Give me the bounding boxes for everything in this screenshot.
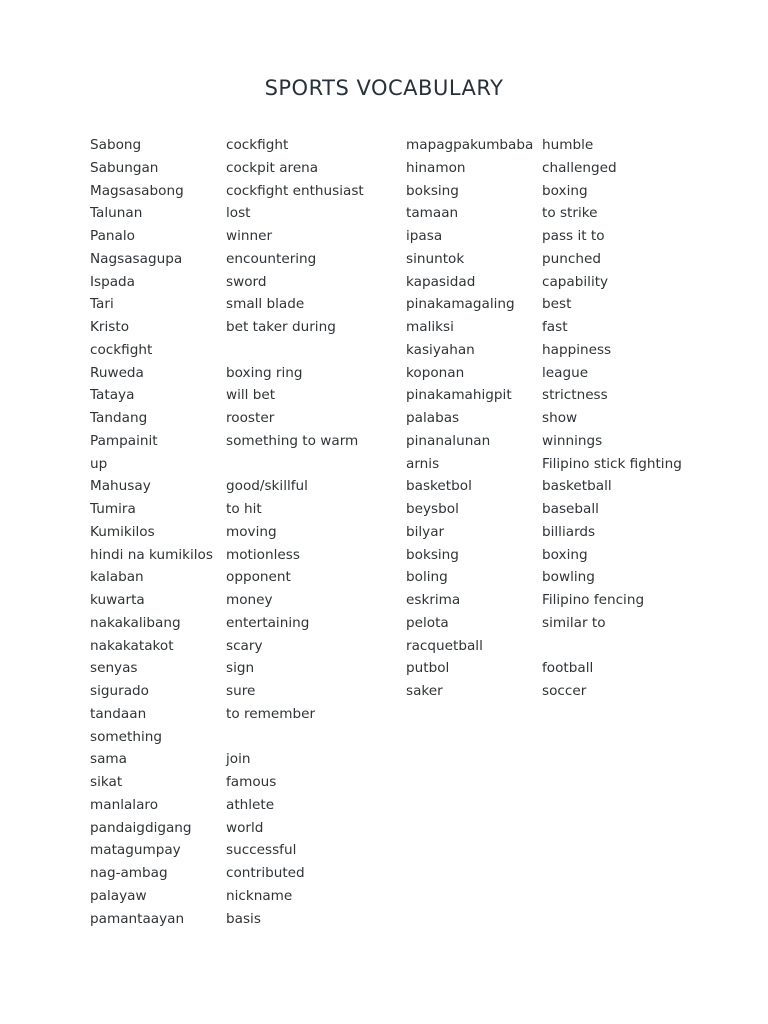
vocab-meaning: challenged [542, 159, 617, 176]
vocab-term: Kumikilos [90, 523, 155, 540]
vocab-meaning: athlete [226, 796, 275, 813]
vocab-term: senyas [90, 660, 138, 677]
vocab-term: matagumpay [90, 842, 181, 859]
vocab-term: racquetball [406, 637, 483, 654]
vocab-term: pinakamagaling [406, 296, 515, 313]
vocab-meaning: cockfight [226, 137, 289, 153]
vocab-term: Sabong [90, 137, 142, 153]
vocab-term: bilyar [406, 523, 445, 540]
vocab-term: Tumira [90, 501, 136, 517]
vocab-term: pelota [406, 614, 449, 631]
vocab-term: beysbol [406, 501, 459, 517]
vocab-meaning: rooster [226, 410, 275, 426]
vocab-meaning: bet taker during [226, 319, 336, 335]
vocab-term: sinuntok [406, 250, 465, 267]
vocab-term: pamantaayan [90, 910, 185, 927]
vocab-meaning: football [542, 660, 594, 677]
vocab-term: Kristo [90, 319, 130, 335]
vocab-meaning: small blade [226, 296, 305, 313]
vocab-meaning: good/skillful [226, 478, 308, 495]
vocab-term: arnis [406, 455, 440, 472]
vocab-term: hindi na kumikilos [90, 546, 213, 563]
vocab-meaning: best [542, 296, 572, 313]
vocab-meaning [226, 726, 364, 749]
vocab-meaning: boxing ring [226, 364, 303, 381]
vocab-meaning: cockpit arena [226, 159, 319, 176]
vocab-meaning: boxing [542, 546, 588, 563]
vocab-meaning: league [542, 364, 589, 381]
vocab-meaning: baseball [542, 501, 599, 517]
vocab-meaning: join [226, 751, 251, 768]
vocab-term: kuwarta [90, 592, 145, 608]
vocab-term: sama [90, 751, 127, 768]
vocab-term: Ruweda [90, 364, 144, 381]
vocab-meaning: show [542, 410, 578, 426]
vocab-term: pinanalunan [406, 432, 491, 449]
vocab-meaning: will bet [226, 387, 276, 404]
vocab-meaning: happiness [542, 341, 612, 358]
vocab-term: tamaan [406, 205, 459, 222]
vocab-meaning: lost [226, 205, 251, 222]
vocab-term: nakakalibang [90, 614, 181, 631]
vocab-meaning: pass it to [542, 228, 605, 244]
vocab-term: Pampainit [90, 432, 158, 449]
vocab-meaning: billiards [542, 523, 596, 540]
vocab-term: basketbol [406, 478, 472, 495]
vocab-meaning: something to warm [226, 432, 359, 449]
vocab-meaning: basis [226, 910, 261, 927]
vocab-meaning: punched [542, 250, 601, 267]
vocab-term: palabas [406, 410, 460, 426]
vocab-term: kalaban [90, 569, 144, 586]
vocab-meaning: scary [226, 637, 263, 654]
vocab-term: boling [406, 569, 448, 586]
vocab-term: Talunan [90, 205, 143, 222]
vocab-term: pandaigdigang [90, 819, 192, 836]
vocab-meaning [542, 635, 682, 658]
vocab-term: Tandang [90, 410, 148, 426]
left-terms-column [90, 134, 213, 930]
left-meanings-column [226, 134, 364, 930]
vocab-term: Magsasabong [90, 182, 184, 199]
vocab-term: hinamon [406, 159, 466, 176]
vocab-meaning: to remember [226, 705, 316, 722]
vocab-term: putbol [406, 660, 450, 677]
vocab-meaning: contributed [226, 865, 305, 881]
vocab-meaning: soccer [542, 683, 587, 699]
vocab-meaning: cockfight enthusiast [226, 182, 364, 199]
right-meanings-column [542, 134, 682, 703]
vocab-meaning: entertaining [226, 614, 310, 631]
vocab-meaning: winnings [542, 432, 603, 449]
vocab-meaning: to strike [542, 205, 598, 222]
vocab-term: nag-ambag [90, 865, 168, 881]
vocab-meaning: sure [226, 683, 256, 699]
vocab-term: nakakatakot [90, 637, 174, 654]
vocab-term: Nagsasagupa [90, 250, 183, 267]
page-title: SPORTS VOCABULARY [264, 76, 504, 100]
vocab-meaning: sword [226, 273, 267, 290]
vocab-meaning: basketball [542, 478, 612, 495]
vocab-meaning: sign [226, 660, 255, 677]
vocab-meaning: money [226, 592, 273, 608]
vocab-meaning: fast [542, 319, 568, 335]
vocab-term: Mahusay [90, 478, 151, 495]
vocab-term: mapagpakumbaba [406, 137, 534, 153]
vocab-meaning: moving [226, 523, 277, 540]
vocab-meaning: capability [542, 273, 609, 290]
vocab-meaning: motionless [226, 546, 300, 563]
vocab-meaning: similar to [542, 614, 606, 631]
vocab-term: sigurado [90, 683, 149, 699]
vocab-meaning [226, 339, 364, 362]
vocab-term: kasiyahan [406, 341, 475, 358]
vocab-meaning: winner [226, 228, 273, 244]
vocab-meaning: nickname [226, 887, 293, 904]
vocab-meaning: famous [226, 774, 277, 790]
vocab-meaning: boxing [542, 182, 588, 199]
vocab-term: maliksi [406, 319, 454, 335]
vocab-meaning: successful [226, 842, 297, 859]
vocab-meaning: encountering [226, 250, 317, 267]
vocab-term: manlalaro [90, 796, 159, 813]
vocab-term: koponan [406, 364, 465, 381]
vocab-term: pinakamahigpit [406, 387, 512, 404]
vocab-term: something [90, 728, 162, 745]
vocab-meaning: bowling [542, 569, 595, 586]
vocab-term: eskrima [406, 592, 461, 608]
vocab-meaning: world [226, 819, 264, 836]
right-terms-column [406, 134, 533, 703]
vocab-term: Tataya [90, 387, 135, 404]
vocab-meaning [226, 453, 364, 476]
vocab-term: cockfight [90, 341, 153, 358]
vocab-term: sikat [90, 774, 123, 790]
vocab-term: Panalo [90, 228, 135, 244]
vocab-term: saker [406, 683, 443, 699]
vocab-term: Tari [90, 296, 114, 313]
vocab-term: palayaw [90, 887, 147, 904]
vocab-term: boksing [406, 546, 459, 563]
vocab-meaning: Filipino fencing [542, 592, 645, 608]
vocab-meaning: opponent [226, 569, 291, 586]
vocab-term: tandaan [90, 705, 147, 722]
vocab-term: ipasa [406, 228, 443, 244]
vocab-meaning: strictness [542, 387, 608, 404]
vocab-term: Ispada [90, 273, 136, 290]
vocab-meaning: to hit [226, 501, 262, 517]
vocab-meaning: Filipino stick fighting [542, 455, 682, 472]
vocab-term: Sabungan [90, 159, 159, 176]
vocab-term: boksing [406, 182, 459, 199]
vocab-term: up [90, 455, 108, 472]
vocab-term: kapasidad [406, 273, 476, 290]
vocab-meaning: humble [542, 137, 594, 153]
